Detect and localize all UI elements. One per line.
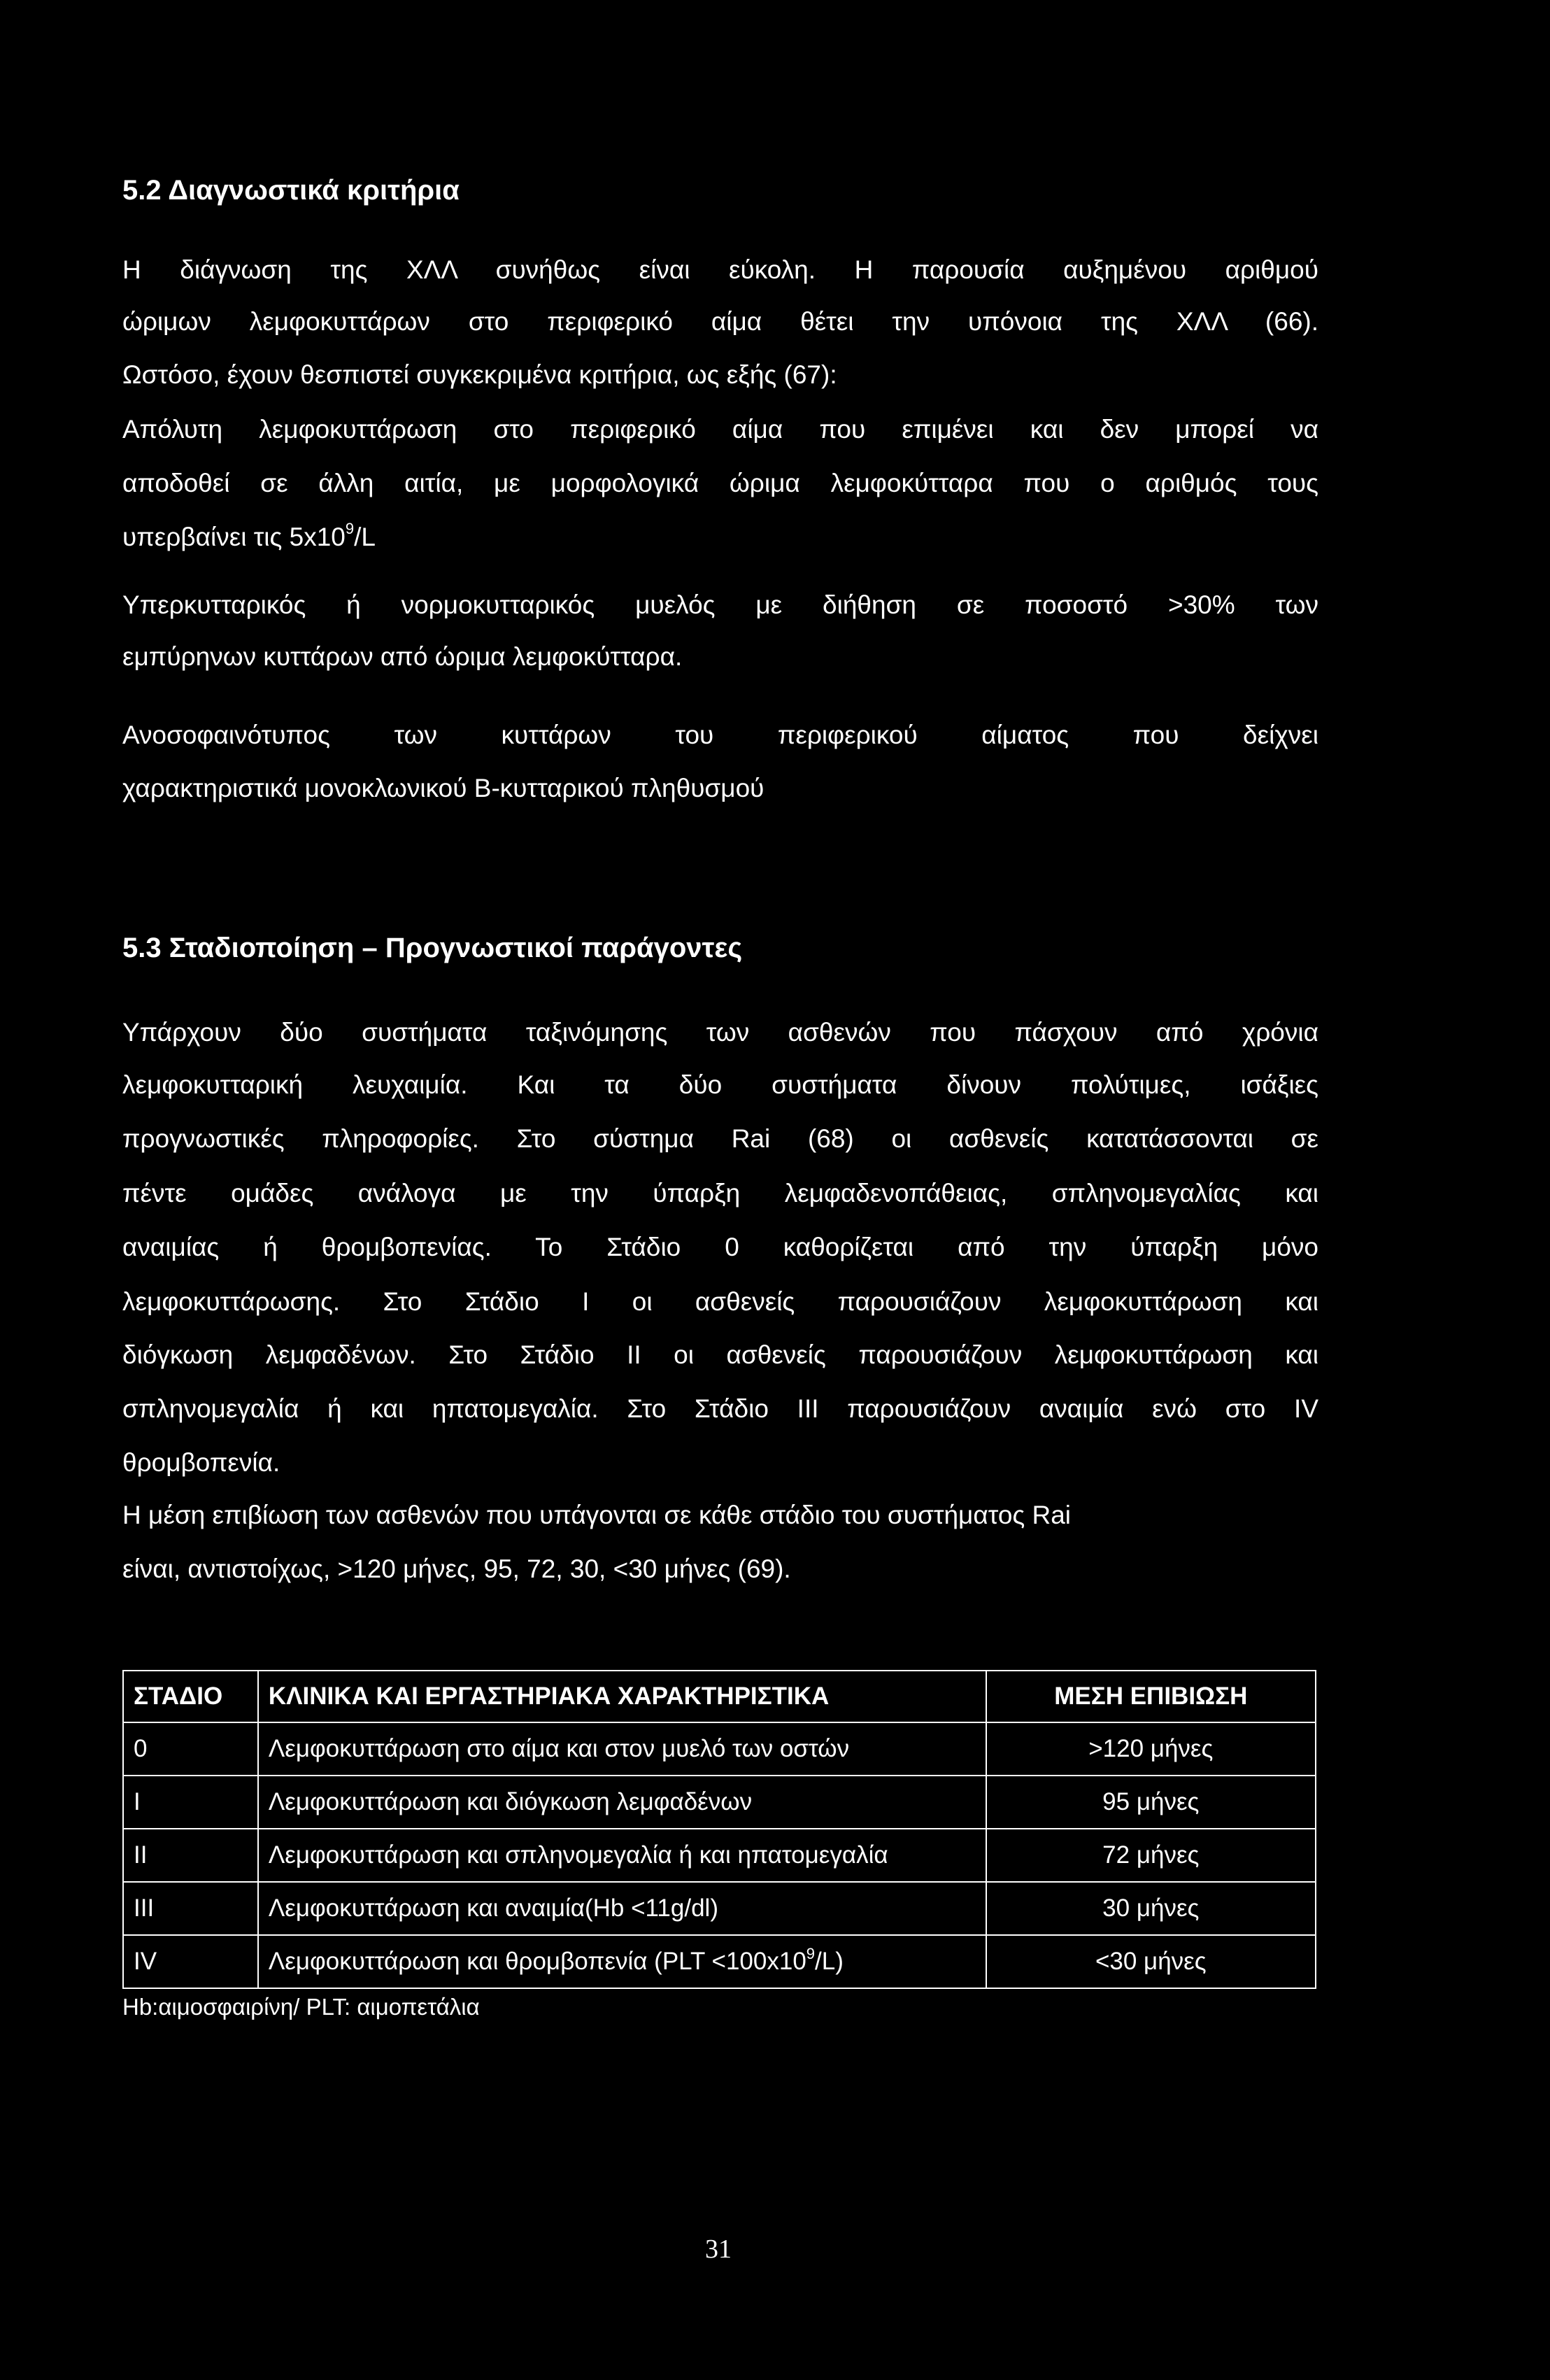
unit-text: /L (354, 523, 376, 551)
header-survival: ΜΕΣΗ ΕΠΙΒΙΩΣΗ (986, 1671, 1316, 1722)
header-features: ΚΛΙΝΙΚΑ ΚΑΙ ΕΡΓΑΣΤΗΡΙΑΚΑ ΧΑΡΑΚΤΗΡΙΣΤΙΚΑ (258, 1671, 986, 1722)
table-row (123, 1776, 1316, 1829)
cell-stage: IV (123, 1935, 258, 1988)
paragraph-line: ώριμων λεμφοκυττάρων στο περιφερικό αίμα θέτει την υπόνοια της ΧΛΛ (66). (122, 307, 1318, 336)
criterion-line (122, 520, 1318, 551)
cell-survival: <30 μήνες (986, 1935, 1316, 1988)
cell-stage: III (123, 1882, 258, 1935)
criterion-line: Υπερκυτταρικός ή νορμοκυτταρικός μυελός με διήθηση σε ποσοστό >30% των (122, 590, 1318, 619)
cell-features (258, 1935, 986, 1988)
features-tail: /L) (815, 1948, 844, 1975)
cell-stage: I (123, 1776, 258, 1829)
cell-features: Λεμφοκυττάρωση και διόγκωση λεμφαδένων (258, 1776, 986, 1829)
criterion-text: υπερβαίνει τις 5x10 (122, 523, 346, 551)
cell-survival: 30 μήνες (986, 1882, 1316, 1935)
section-heading-staging: 5.3 Σταδιοποίηση – Προγνωστικοί παράγοντες (122, 933, 743, 963)
rai-staging-table (122, 1670, 1316, 1989)
cell-survival: 72 μήνες (986, 1829, 1316, 1882)
page-number: 31 (705, 2234, 732, 2264)
table-row (123, 1935, 1316, 1988)
cell-features: Λεμφοκυττάρωση στο αίμα και στον μυελό των οστών (258, 1722, 986, 1776)
paragraph-line: προγνωστικές πληροφορίες. Στο σύστημα Rai (68) οι ασθενείς κατατάσσονται σε (122, 1124, 1318, 1153)
table-row (123, 1722, 1316, 1776)
table-row (123, 1829, 1316, 1882)
cell-stage: 0 (123, 1722, 258, 1776)
paragraph-line: Ωστόσο, έχουν θεσπιστεί συγκεκριμένα κριτήρια, ως εξής (67): (122, 360, 837, 389)
exponent: 9 (345, 520, 355, 537)
table-row (123, 1882, 1316, 1935)
header-stage: ΣΤΑΔΙΟ (123, 1671, 258, 1722)
cell-survival: >120 μήνες (986, 1722, 1316, 1776)
cell-survival: 95 μήνες (986, 1776, 1316, 1829)
paragraph-line: αναιμίας ή θρομβοπενίας. Το Στάδιο 0 καθορίζεται από την ύπαρξη μόνο (122, 1233, 1318, 1261)
criterion-line: Ανοσοφαινότυπος των κυττάρων του περιφερικού αίματος που δείχνει (122, 721, 1318, 749)
paragraph-line: Υπάρχουν δύο συστήματα ταξινόμησης των ασθενών που πάσχουν από χρόνια (122, 1018, 1318, 1047)
paragraph-line: Η μέση επιβίωση των ασθενών που υπάγονται σε κάθε στάδιο του συστήματος Rai (122, 1501, 1072, 1529)
paragraph-line: λεμφοκυττάρωσης. Στο Στάδιο Ι οι ασθενείς παρουσιάζουν λεμφοκυττάρωση και (122, 1287, 1318, 1316)
features-text: Λεμφοκυττάρωση και θρομβοπενία (PLT <100x10 (268, 1948, 806, 1975)
paragraph-line: διόγκωση λεμφαδένων. Στο Στάδιο ΙΙ οι ασθενείς παρουσιάζουν λεμφοκυττάρωση και (122, 1340, 1318, 1369)
section-heading-diagnostic-criteria: 5.2 Διαγνωστικά κριτήρια (122, 175, 460, 206)
paragraph-line: σπληνομεγαλία ή και ηπατομεγαλία. Στο Στάδιο ΙΙΙ παρουσιάζουν αναιμία ενώ στο IV (122, 1394, 1318, 1423)
cell-stage: II (123, 1829, 258, 1882)
criterion-line: Απόλυτη λεμφοκυττάρωση στο περιφερικό αίμα που επιμένει και δεν μπορεί να (122, 415, 1318, 444)
exponent: 9 (806, 1945, 816, 1962)
criterion-line: χαρακτηριστικά μονοκλωνικού Β-κυτταρικού πληθυσμού (122, 774, 765, 802)
criterion-line: εμπύρηνων κυττάρων από ώριμα λεμφοκύτταρα. (122, 642, 683, 671)
paragraph-line: Η διάγνωση της ΧΛΛ συνήθως είναι εύκολη. Η παρουσία αυξημένου αριθμού (122, 255, 1318, 284)
table-footnote: Hb:αιμοσφαιρίνη/ PLT: αιμοπετάλια (122, 1994, 480, 2020)
criterion-line: αποδοθεί σε άλλη αιτία, με μορφολογικά ώριμα λεμφοκύτταρα που ο αριθμός τους (122, 469, 1318, 497)
cell-features: Λεμφοκυττάρωση και σπληνομεγαλία ή και ηπατομεγαλία (258, 1829, 986, 1882)
paragraph-line: πέντε ομάδες ανάλογα με την ύπαρξη λεμφαδενοπάθειας, σπληνομεγαλίας και (122, 1179, 1318, 1207)
paragraph-line: θρομβοπενία. (122, 1448, 280, 1477)
paragraph-line: λεμφοκυτταρική λευχαιμία. Και τα δύο συστήματα δίνουν πολύτιμες, ισάξιες (122, 1070, 1318, 1099)
cell-features: Λεμφοκυττάρωση και αναιμία(Hb <11g/dl) (258, 1882, 986, 1935)
paragraph-line: είναι, αντιστοίχως, >120 μήνες, 95, 72, 30, <30 μήνες (69). (122, 1554, 791, 1583)
table-header-row (123, 1671, 1316, 1722)
